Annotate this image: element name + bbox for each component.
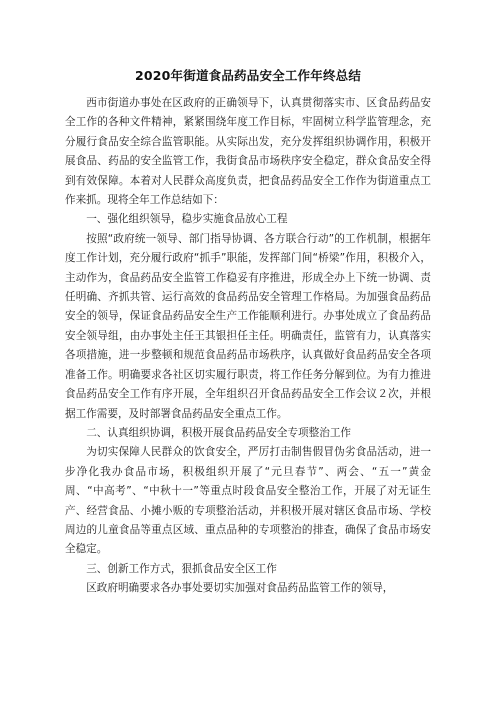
document-title: 2020年街道食品药品安全工作年终总结 xyxy=(134,68,362,83)
section-3-paragraph: 区政府明确要求各办事处要切实加强对食品药品监管工作的领导， xyxy=(86,582,394,595)
section-1-paragraph: 按照“政府统一领导、部门指导协调、各方联合行动”的工作机制，根据年度工作计划，充分履行政府“抓手”职能，发挥部门间“桥梁”作用，积极介入，主动作为，食品药品安全监管工作稳妥有序推进，形成全办上下统一协调、责任明确、齐抓共管、运行高效的食品药品安全管理工作格局。为加强食品药品安全的领导，保证食品药品安全生产工作能顺利进行。办事处成立了食品药品安全领导组，由办事处主任王其银担任主任。明确责任，监管有力，认真落实各项措施，进一步整顿和规范食品药品市场秩序，认真做好食品药品安全各项准备工作。明确要求各社区切实履行职责，将工作任务分解到位。为有力推进食品药品安全工作有序开展，全年组织召开食品药品安全工作会议２次，并根据工作需要，及时部署食品药品安全重点工作。 xyxy=(65,232,431,420)
section-heading-1: 一、强化组织领导，稳步实施食品放心工程 xyxy=(86,213,288,226)
section-2-paragraph: 为切实保障人民群众的饮食安全，严厉打击制售假冒伪劣食品活动，进一步净化我办食品市场，积极组织开展了“元旦春节”、两会、“五一”黄金周、“中高考”、“中秋十一”等重点时段食品安全整治工作，开展了对无证生产、经营食品、小摊小贩的专项整治活动，并积极开展对辖区食品市场、学校周边的儿童食品等重点区域、重点品种的专项整治的排查，确保了食品市场安全稳定。 xyxy=(65,446,431,556)
intro-paragraph: 西市街道办事处在区政府的正确领导下，认真贯彻落实市、区食品药品安全工作的各种文件精神，紧紧围绕年度工作目标，牢固树立科学监管理念，充分履行食品安全综合监管职能。从实际出发，充分发挥组织协调作用，积极开展食品、药品的安全监管工作，我街食品市场秩序安全稳定，群众食品安全得到有效保障。本着对人民群众高度负责，把食品药品安全工作作为街道重点工作来抓。现将全年工作总结如下： xyxy=(65,97,431,207)
section-heading-3: 三、创新工作方式，狠抓食品安全区工作 xyxy=(86,562,277,575)
section-heading-2: 二、认真组织协调，积极开展食品药品安全专项整治工作 xyxy=(86,426,352,439)
document-body xyxy=(65,94,431,599)
